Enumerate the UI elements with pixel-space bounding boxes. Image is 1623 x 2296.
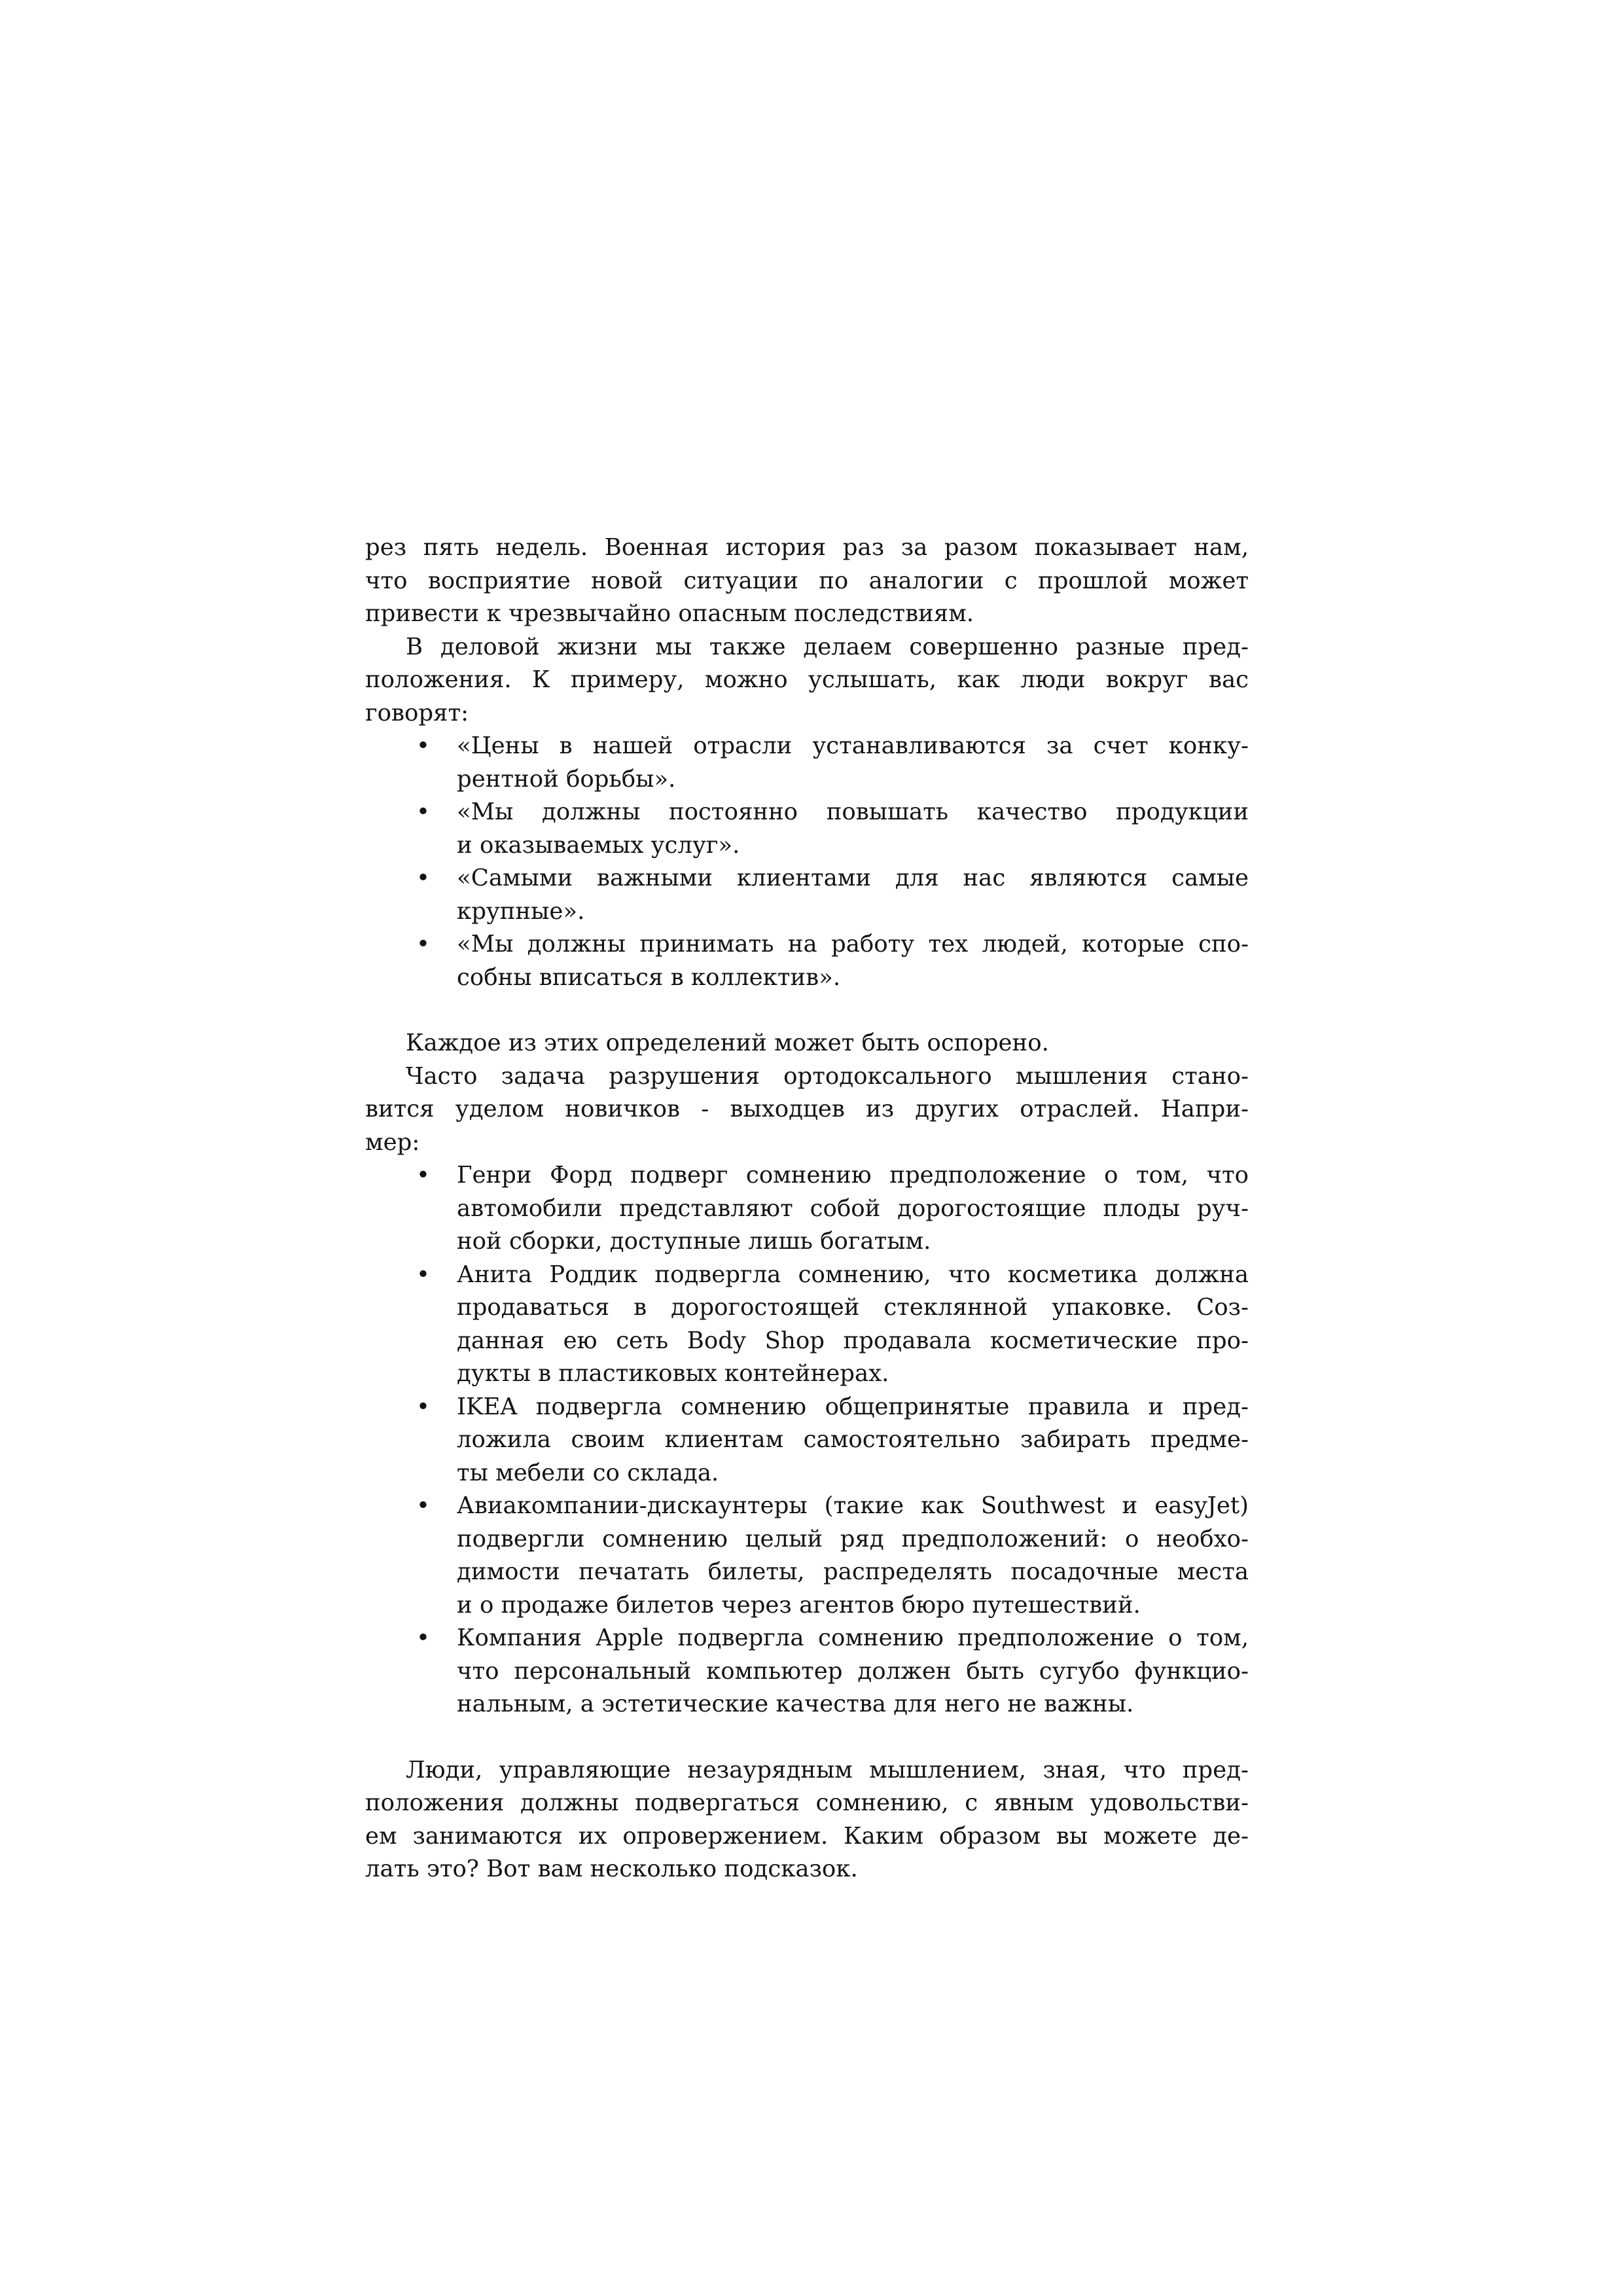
text-line: «Цены в нашей отрасли устанавливаются за счет конку- — [457, 732, 1249, 759]
text-line: дукты в пластиковых контейнерах. — [457, 1360, 889, 1387]
bullet-icon: • — [416, 1162, 430, 1189]
page-body — [365, 531, 1249, 1886]
text-line: подвергли сомнению целый ряд предположений: о необхо- — [457, 1525, 1249, 1552]
bullet-icon: • — [416, 931, 430, 958]
text-line: Авиакомпании-дискаунтеры (такие как Southwest и easyJet) — [457, 1492, 1249, 1519]
text-line: Генри Форд подверг сомнению предположение о том, что — [457, 1162, 1249, 1189]
text-line: мер: — [365, 1128, 420, 1156]
text-line: димости печатать билеты, распределять посадочные места — [457, 1558, 1249, 1585]
paragraph-5 — [365, 1754, 1249, 1886]
bullet-list-assumptions — [365, 730, 1249, 994]
text-line: Анита Роддик подвергла сомнению, что косметика должна — [457, 1261, 1249, 1288]
list-item — [365, 796, 1249, 862]
text-line: собны вписаться в коллектив». — [457, 963, 841, 991]
text-line: говорят: — [365, 699, 469, 726]
paragraph-3 — [365, 1027, 1249, 1060]
list-item — [365, 730, 1249, 796]
list-item — [365, 1622, 1249, 1721]
text-line: IKEA подвергла сомнению общепринятые правила и пред- — [457, 1393, 1249, 1420]
text-line: лать это? Вот вам несколько подсказок. — [365, 1856, 858, 1882]
text-line: что восприятие новой ситуации по аналогии с прошлой может — [365, 567, 1249, 594]
text-line: Каждое из этих определений может быть оспорено. — [406, 1030, 1049, 1056]
text-line: Люди, управляющие незаурядным мышлением, зная, что пред- — [406, 1756, 1249, 1784]
text-line: и о продаже билетов через агентов бюро путешествий. — [457, 1591, 1141, 1619]
bullet-icon: • — [416, 1393, 430, 1420]
text-line: и оказываемых услуг». — [457, 831, 740, 859]
text-line: «Мы должны принимать на работу тех людей, которые спо- — [457, 931, 1249, 958]
spacer — [365, 1721, 1249, 1754]
list-item — [365, 1259, 1249, 1391]
text-line: Компания Apple подвергла сомнению предположение о том, — [457, 1624, 1249, 1651]
list-item — [365, 928, 1249, 994]
bullet-icon: • — [416, 798, 430, 825]
text-line: данная ею сеть Body Shop продавала косметические про- — [457, 1327, 1249, 1354]
text-line: ты мебели со склада. — [457, 1459, 719, 1486]
text-line: «Мы должны постоянно повышать качество продукции — [457, 798, 1249, 825]
text-line: ной сборки, доступные лишь богатым. — [457, 1228, 931, 1255]
paragraph-4 — [365, 1060, 1249, 1160]
spacer — [365, 994, 1249, 1027]
text-line: Часто задача разрушения ортодоксального мышления стано- — [406, 1062, 1249, 1090]
text-line: вится уделом новичков - выходцев из других отраслей. Напри- — [365, 1096, 1249, 1122]
text-line: рез пять недель. Военная история раз за разом показывает нам, — [365, 534, 1249, 561]
list-item — [365, 1490, 1249, 1622]
list-item — [365, 1159, 1249, 1259]
text-line: ем занимаются их опровержением. Каким образом вы можете де- — [365, 1822, 1249, 1850]
text-line: привести к чрезвычайно опасным последствиям. — [365, 600, 974, 627]
text-line: «Самыми важными клиентами для нас являются самые — [457, 865, 1249, 891]
bullet-icon: • — [416, 865, 430, 891]
text-line: продаваться в дорогостоящей стеклянной упаковке. Соз- — [457, 1294, 1249, 1321]
text-line: автомобили представляют собой дорогостоящие плоды руч- — [457, 1194, 1249, 1222]
text-line: положения. К примеру, можно услышать, как люди вокруг вас — [365, 666, 1249, 693]
bullet-icon: • — [416, 1492, 430, 1519]
list-item — [365, 1391, 1249, 1490]
paragraph-1 — [365, 531, 1249, 631]
bullet-icon: • — [416, 1261, 430, 1288]
text-line: рентной борьбы». — [457, 765, 676, 793]
bullet-icon: • — [416, 1624, 430, 1651]
text-line: В деловой жизни мы также делаем совершенно разные пред- — [406, 633, 1249, 660]
text-line: что персональный компьютер должен быть сугубо функцио- — [457, 1657, 1249, 1685]
bullet-icon: • — [416, 732, 430, 759]
paragraph-2 — [365, 631, 1249, 730]
list-item — [365, 862, 1249, 928]
text-line: нальным, а эстетические качества для него не важны. — [457, 1691, 1134, 1717]
text-line: крупные». — [457, 897, 585, 925]
bullet-list-examples — [365, 1159, 1249, 1721]
text-line: ложила своим клиентам самостоятельно забирать предме- — [457, 1426, 1249, 1453]
text-line: положения должны подвергаться сомнению, с явным удовольстви- — [365, 1789, 1249, 1816]
